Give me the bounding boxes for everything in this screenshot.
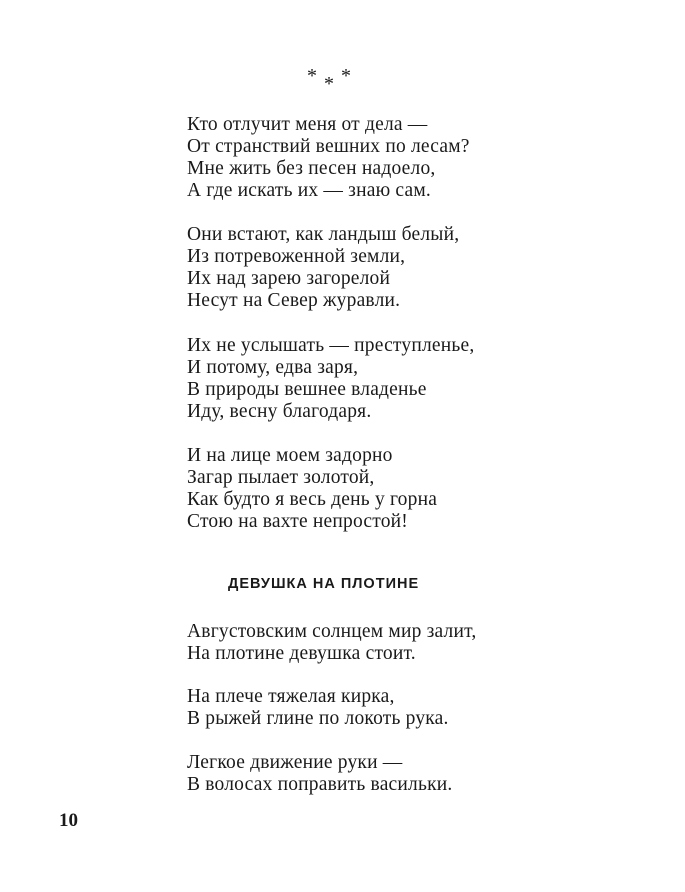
poem1-stanza-4: [187, 445, 437, 533]
poem2-stanza-3: [187, 752, 452, 796]
poem1-stanza-1: [187, 114, 470, 202]
asterism-star: *: [307, 65, 317, 87]
poem-title: ДЕВУШКА НА ПЛОТИНЕ: [228, 576, 420, 592]
verse-line: Как будто я весь день у горна: [187, 489, 438, 510]
verse-line: Легкое движение руки —: [187, 752, 403, 773]
verse-line: И на лице моем задорно: [187, 445, 393, 466]
asterism-star: *: [341, 65, 351, 87]
page-number: 10: [59, 810, 78, 831]
verse-line: Их не услышать — преступленье,: [187, 335, 475, 356]
verse-line: От странствий вешних по лесам?: [187, 136, 470, 157]
verse-line: Иду, весну благодаря.: [187, 401, 372, 422]
verse-line: Они встают, как ландыш белый,: [187, 224, 460, 245]
verse-line: Из потревоженной земли,: [187, 246, 406, 267]
poem2-stanza-1: [187, 621, 476, 665]
verse-line: А где искать их — знаю сам.: [187, 180, 431, 201]
verse-line: На плече тяжелая кирка,: [187, 686, 395, 707]
verse-line: Августовским солнцем мир залит,: [187, 621, 477, 642]
verse-line: В волосах поправить васильки.: [187, 774, 453, 795]
verse-line: Несут на Север журавли.: [187, 290, 401, 311]
verse-line: В природы вешнее владенье: [187, 379, 427, 400]
verse-line: И потому, едва заря,: [187, 357, 359, 378]
verse-line: Кто отлучит меня от дела —: [187, 114, 428, 135]
verse-line: На плотине девушка стоит.: [187, 643, 416, 664]
poem1-stanza-3: [187, 335, 474, 423]
poem1-stanza-2: [187, 224, 459, 312]
poem2-stanza-2: [187, 686, 449, 730]
verse-line: Их над зарею загорелой: [187, 268, 391, 289]
verse-line: Стою на вахте непростой!: [187, 511, 409, 532]
verse-line: Мне жить без песен надоело,: [187, 158, 436, 179]
asterism-separator: [307, 64, 355, 94]
asterism-star: *: [324, 73, 334, 95]
verse-line: В рыжей глине по локоть рука.: [187, 708, 449, 729]
verse-line: Загар пылает золотой,: [187, 467, 375, 488]
